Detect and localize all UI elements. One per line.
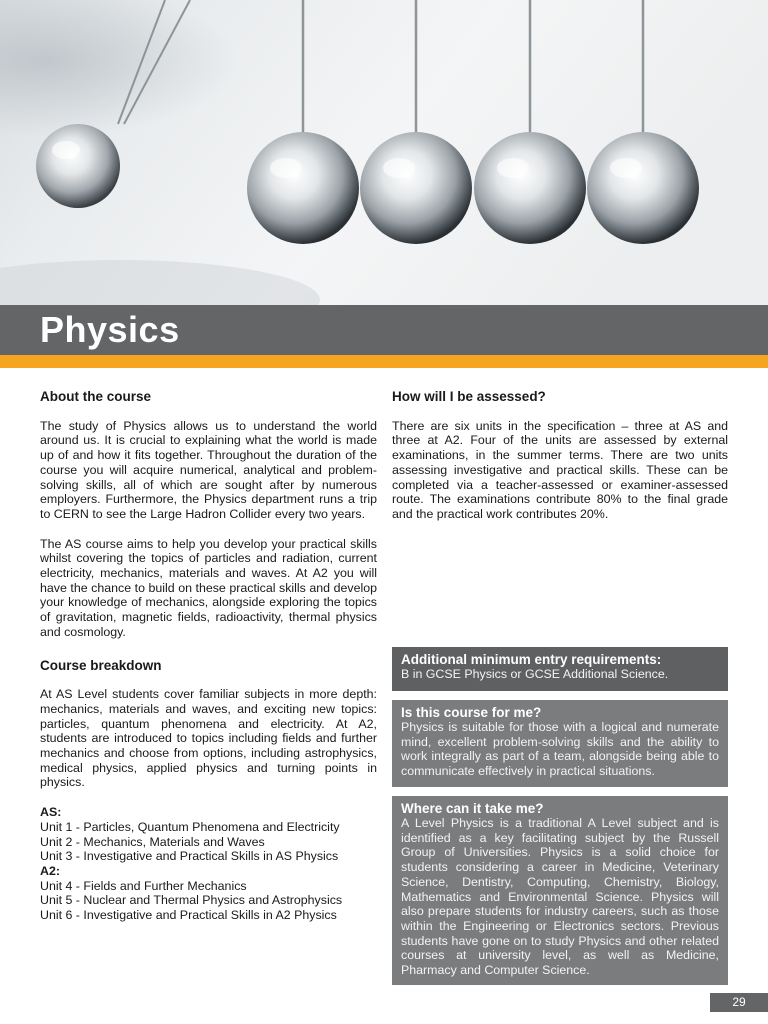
entry-requirements-text: B in GCSE Physics or GCSE Additional Science. [401,667,669,681]
about-paragraph-1: The study of Physics allows us to understand the world around us. It is crucial to explaining what the world is made up of and how it fits together. Throughout the duration of the course you will acquire numerical, analytical and problem-solving skills, all of which are sought after by numerous employers. Furthermore, the Physics department runs a trip to CERN to see the Large Hadron Collider every two years. [40,418,377,521]
accent-bar [0,355,768,368]
about-heading: About the course [40,389,152,404]
unit-item: Unit 6 - Investigative and Practical Skills in A2 Physics [40,908,337,923]
destinations-heading: Where can it take me? [401,801,544,816]
unit-item: Unit 3 - Investigative and Practical Skills in AS Physics [40,849,339,864]
about-paragraph-2: The AS course aims to help you develop your practical skills whilst covering the topics of particles and radiation, current electricity, mechanics, materials and waves. At A2 you will have the chance to build on these practical skills and develop your knowledge of mechanics, alongside exploring the topics of gravitation, magnetic fields, radioactivity, thermal physics and cosmology. [40,536,377,639]
suitability-text: Physics is suitable for those with a logical and numerate mind, excellent problem-solving skills and the ability to work integrally as part of a team, alongside being able to communicate effectively in practical situations. [401,720,719,779]
suitability-heading: Is this course for me? [401,705,542,720]
assessment-heading: How will I be assessed? [392,389,546,404]
assessment-paragraph: There are six units in the specification – three at AS and three at A2. Four of the units are assessed by external examinations, in the summer terms. There are two units assessing investigative and practical skills. These can be completed via a teacher-assessed or examiner-assessed route. The examinations contribute 80% to the final grade and the practical work contributes 20%. [392,418,728,521]
unit-item: Unit 5 - Nuclear and Thermal Physics and Astrophysics [40,893,343,908]
breakdown-heading: Course breakdown [40,657,162,673]
destinations-box [392,796,728,985]
entry-requirements-heading: Additional minimum entry requirements: [401,652,662,667]
a2-label: A2: [40,863,60,878]
unit-item: Unit 2 - Mechanics, Materials and Waves [40,834,265,849]
unit-item: Unit 4 - Fields and Further Mechanics [40,878,247,893]
unit-list [40,805,377,923]
left-column [40,390,377,923]
title-band [0,305,768,355]
destinations-text: A Level Physics is a traditional A Level subject and is identified as a key facilitating subject by the Russell Group of Universities. Physics is a solid choice for students considering a career in Medicine, Veterinary Science, Dentistry, Computing, Chemistry, Biology, Mathematics and Environmental Science. Physics will also prepare students for industry careers, such as those within the Engineering or Electronics sectors. Previous students have gone on to study Physics and other related courses at university level, as well as Medicine, Pharmacy and Computer Science. [401,816,719,978]
page-title: Physics [40,309,180,350]
breakdown-paragraph: At AS Level students cover familiar subjects in more depth: mechanics, materials and waves, and exciting new topics: particles, quantum phenomena and electricity. At A2, students are introduced to topics including fields and further mechanics and choose from options, including astrophysics, medical physics, applied physics and turning points in physics. [40,687,377,790]
hero-image-newtons-cradle [0,0,768,305]
unit-item: Unit 1 - Particles, Quantum Phenomena and Electricity [40,819,340,834]
as-label: AS: [40,805,62,820]
entry-requirements-box [392,647,728,691]
right-column [392,390,728,522]
page-number: 29 [710,993,768,1012]
suitability-box [392,700,728,787]
